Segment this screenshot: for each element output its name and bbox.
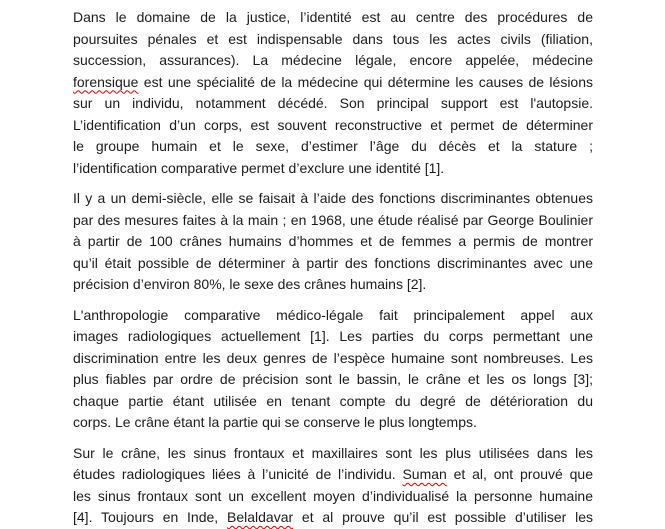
misspelled-word[interactable]: Suman (402, 466, 447, 482)
text-line[interactable]: corps. Le crâne étant la partie qui se conserve le plus longtemps. (73, 414, 477, 430)
text-line[interactable]: L’identification d’un corps, est souvent reconstructive et permet de déterminer (73, 116, 593, 133)
text-line[interactable]: par des mesures faites à la main ; en 1968, une étude réalisé par George Boulinier (73, 211, 593, 228)
text-line[interactable]: forensique est une spécialité de la médecine qui détermine les causes de lésions (73, 73, 593, 90)
paragraph[interactable] (73, 443, 593, 529)
text-line[interactable]: à partir de 100 crânes humains d’hommes et de femmes a permis de montrer (73, 233, 593, 249)
text-line[interactable]: images radiologiques actuellement [1]. Les parties du corps permettant une (73, 328, 593, 344)
text-line[interactable]: qu’il était possible de déterminer à partir des fonctions discriminantes avec une (73, 254, 593, 271)
text-line[interactable]: poursuites pénales et est indispensable dans tous les actes civils (filiation, (73, 30, 593, 47)
paragraph[interactable] (73, 188, 593, 296)
text-line[interactable]: sur un individu, notamment décédé. Son principal support est l'autopsie. (73, 95, 593, 111)
misspelled-word[interactable]: forensique (73, 73, 139, 90)
text-line[interactable]: Sur le crâne, les sinus frontaux et maxillaires sont les plus utilisées dans les (73, 444, 593, 461)
text-line[interactable]: [4]. Toujours en Inde, Belaldavar et al prouve qu’il est possible d’utiliser les (73, 509, 593, 525)
text-line[interactable]: études radiologiques liées à l’unicité de l’individu. Suman et al, ont prouvé que (73, 466, 593, 482)
document-text-area[interactable] (73, 7, 593, 529)
paragraph[interactable] (73, 305, 593, 434)
text-line[interactable]: l’identification comparative permet d’exclure une identité [1]. (73, 159, 445, 176)
text-line[interactable]: Dans le domaine de la justice, l’identité est au centre des procédures de (73, 9, 593, 25)
text-line[interactable]: plus fiables par ordre de précision sont le bassin, le crâne et les os longs [3]; (73, 371, 593, 387)
text-line[interactable]: le groupe humain et le sexe, d’estimer l’âge du décès et la stature ; (73, 138, 593, 154)
text-line[interactable]: succession, assurances). La médecine légale, encore appelée, médecine (73, 52, 593, 68)
text-line[interactable]: discrimination entre les deux genres de l’espèce humaine sont nombreuses. Les (73, 349, 593, 366)
text-line[interactable]: Il y a un demi-siècle, elle se faisait à l’aide des fonctions discriminantes obtenues (73, 190, 593, 206)
text-line[interactable]: chaque partie étant utilisée en tenant compte du degré de détérioration du (73, 392, 593, 409)
misspelled-word[interactable]: Belaldavar (226, 509, 294, 525)
text-line[interactable]: L'anthropologie comparative médico-légale fait principalement appel aux (73, 306, 593, 323)
text-line[interactable]: précision d’environ 80%, le sexe des crânes humains [2]. (73, 276, 427, 292)
paragraph[interactable] (73, 7, 593, 179)
text-line[interactable]: les sinus frontaux sont un excellent moyen d’individualisé la personne humaine (73, 487, 593, 504)
